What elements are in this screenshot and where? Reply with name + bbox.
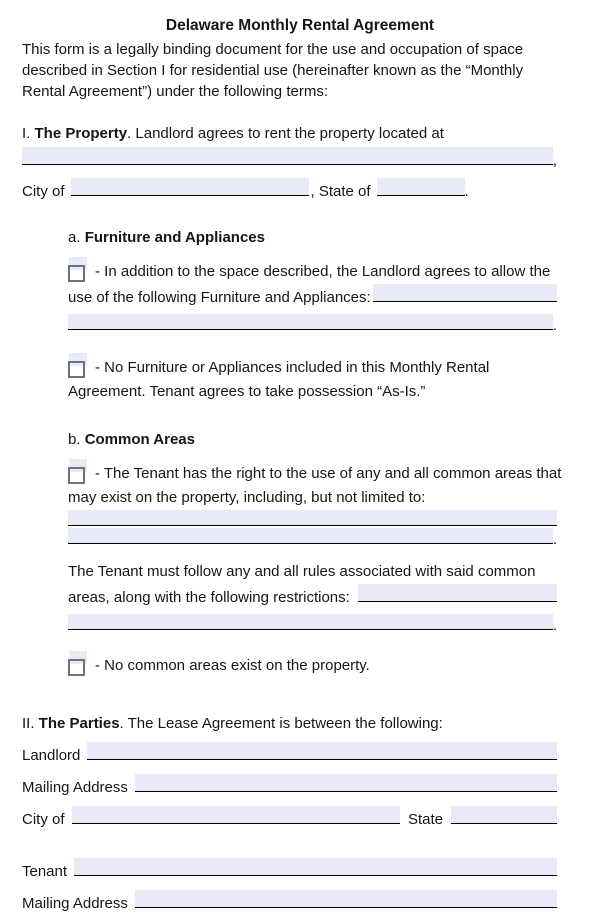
common-none-checkbox[interactable] [68, 658, 85, 675]
intro-line-3: Rental Agreement”) under the following terms: [22, 83, 328, 100]
landlord-city-field[interactable] [72, 806, 400, 824]
landlord-row [22, 742, 557, 766]
landlord-mailing-field[interactable] [135, 774, 557, 792]
common-rules-paragraph [68, 560, 557, 634]
furniture-none-text-1: - No Furniture or Appliances included in this Monthly Rental [95, 359, 490, 376]
checkbox-icon [68, 467, 85, 484]
furniture-list-field-line-1[interactable] [373, 284, 557, 302]
furniture-none-line-1 [68, 356, 557, 380]
furniture-include-checkbox[interactable] [68, 264, 85, 281]
restrictions-end-punct: . [552, 617, 557, 634]
furniture-none-text-2: Agreement. Tenant agrees to take possession “As-Is.” [68, 383, 426, 400]
common-use-text-1: - The Tenant has the right to the use of any and all common areas that [95, 465, 562, 482]
common-use-line-1 [68, 462, 562, 486]
checkbox-icon [68, 265, 85, 282]
furniture-include-text-1: - In addition to the space described, the Landlord agrees to allow the [95, 263, 551, 280]
common-use-text-2: may exist on the property, including, but not limited to: [68, 489, 426, 506]
tenant-mailing-field[interactable] [135, 890, 557, 908]
common-areas-list-row-1 [68, 510, 557, 526]
common-areas-title: Common Areas [84, 431, 195, 448]
common-areas-field-line-2[interactable] [68, 528, 553, 544]
restrictions-field-line-1[interactable] [358, 584, 557, 602]
property-address-field[interactable] [22, 147, 553, 165]
common-none-option [68, 654, 557, 678]
state-of-label: , State of [310, 183, 371, 200]
restrictions-row-2 [68, 614, 557, 634]
restrictions-field-line-2[interactable] [68, 614, 553, 630]
intro-line-1: This form is a legally binding document for the use and occupation of space [22, 41, 524, 58]
intro-line-2: described in Section I for residential use (hereinafter known as the “Monthly [22, 62, 524, 79]
furniture-include-text-2: use of the following Furniture and Appliances: [68, 289, 371, 306]
furniture-list-end-punct: . [552, 317, 557, 334]
landlord-label: Landlord [22, 747, 81, 764]
landlord-city-state-row [22, 806, 557, 830]
furniture-subsection [68, 228, 562, 678]
common-areas-heading [68, 430, 557, 450]
furniture-none-option [68, 356, 557, 404]
city-state-end-punct: . [464, 183, 469, 200]
section-1-name: The Property [34, 125, 128, 142]
tenant-mailing-row [22, 890, 557, 914]
furniture-list-field-line-2[interactable] [68, 314, 553, 330]
common-use-checkbox[interactable] [68, 466, 85, 483]
landlord-state-label: State [407, 811, 443, 828]
common-areas-letter: b. [68, 431, 85, 448]
common-rules-text-1: The Tenant must follow any and all rules associated with said common [68, 563, 536, 580]
furniture-heading [68, 228, 557, 248]
section-1-heading [22, 124, 557, 144]
intro-paragraph [22, 39, 557, 102]
landlord-mailing-row [22, 774, 557, 798]
tenant-mailing-label: Mailing Address [22, 895, 128, 912]
tenant-label: Tenant [22, 863, 68, 880]
city-label: City of [22, 183, 65, 200]
common-areas-list-row-2 [68, 528, 557, 548]
property-state-field[interactable] [377, 178, 465, 196]
section-2-rest: . The Lease Agreement is between the following: [119, 715, 443, 732]
common-none-line-1 [68, 654, 557, 678]
section-2-number: II. [22, 715, 39, 732]
document-title: Delaware Monthly Rental Agreement [165, 17, 435, 34]
property-address-row [22, 147, 557, 169]
section-1-number: I. [22, 125, 35, 142]
landlord-name-field[interactable] [87, 742, 557, 760]
common-areas-end-punct: . [552, 531, 557, 548]
common-rules-text-2: areas, along with the following restrictions: [68, 589, 350, 606]
property-address-punct: , [552, 152, 557, 169]
furniture-title: Furniture and Appliances [84, 229, 265, 246]
common-rules-line-2 [68, 584, 557, 610]
checkbox-icon [68, 361, 85, 378]
landlord-city-label: City of [22, 811, 65, 828]
common-none-text: - No common areas exist on the property. [95, 657, 370, 674]
furniture-include-option [68, 260, 557, 334]
section-1-rest: . Landlord agrees to rent the property located at [127, 125, 444, 142]
checkbox-icon [68, 659, 85, 676]
tenant-row [22, 858, 557, 882]
furniture-letter: a. [68, 229, 85, 246]
furniture-include-line-1 [68, 260, 557, 284]
furniture-none-checkbox[interactable] [68, 360, 85, 377]
furniture-list-row-2 [68, 314, 557, 334]
property-city-state-row [22, 178, 557, 202]
furniture-include-line-2 [68, 284, 557, 310]
common-use-option [68, 462, 562, 548]
section-2-heading [22, 714, 557, 734]
tenant-name-field[interactable] [74, 858, 557, 876]
common-areas-field-line-1[interactable] [68, 510, 557, 526]
property-city-field[interactable] [71, 178, 309, 196]
landlord-mailing-label: Mailing Address [22, 779, 128, 796]
section-2-name: The Parties [38, 715, 120, 732]
landlord-state-field[interactable] [451, 806, 557, 824]
